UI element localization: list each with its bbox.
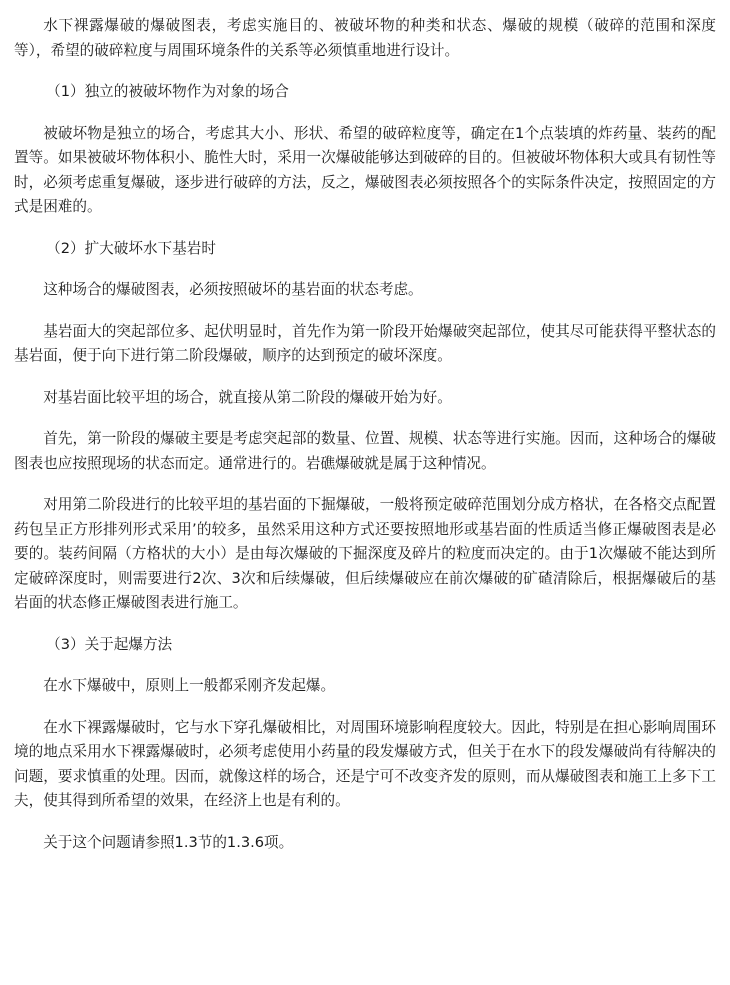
section-heading-2: （2）扩大破坏水下基岩时 xyxy=(46,239,216,257)
paragraph-flat-bedrock: 对基岩面比较平坦的场合，就直接从第二阶段的爆破开始为好。 xyxy=(43,388,452,406)
section-heading-1: （1）独立的被破坏物作为对象的场合 xyxy=(46,83,289,100)
section-heading-3: （3）关于起爆方法 xyxy=(46,635,173,653)
paragraph-bedrock-state: 这种场合的爆破图表，必须按照破坏的基岩面的状态考虑。 xyxy=(43,281,423,298)
paragraph-initiation-principle: 在水下爆破中，原则上一般都采刚齐发起爆。 xyxy=(43,677,336,694)
paragraph-first-stage: 基岩面大的突起部位多、起伏明显时，首先作为第一阶段开始爆破突起部位，使其尽可能获得平整状态的基岩面，便于向下进行第二阶段爆破，顺序的达到预定的破坏深度。 xyxy=(14,322,716,364)
paragraph-first-stage-detail: 首先，第一阶段的爆破主要是考虑突起部的数量、位置、规模、状态等进行实施。因而，这种场合的爆破图表也应按照现场的状态而定。通常进行的。岩礁爆破就是属于这种情况。 xyxy=(14,430,716,472)
paragraph-second-stage: 对用第二阶段进行的比较平坦的基岩面的下掘爆破，一般将预定破碎范围划分成方格状，在各格交点配置药包呈正方形排列形式采用’的较多，虽然采用这种方式还要按照地形或基岩面的性质适当修正爆破图表是必要的。装药间隔（方格状的大小）是由每次爆破的下掘深度及碎片的粒度而决定的。由于1次爆破不能达到所定破碎深度时，则需要进行2次、3次和后续爆破，但后续爆破应在前次爆破的矿碴清除后，根据爆破后的基岩面的状态修正爆破图表进行施工。 xyxy=(14,496,716,611)
paragraph-intro: 水下裸露爆破的爆破图表，考虑实施目的、被破坏物的种类和状态、爆破的规模（破碎的范围和深度等），希望的破碎粒度与周围环境条件的关系等必须慎重地进行设计。 xyxy=(14,17,716,59)
paragraph-reference: 关于这个问题请参照1.3节的1.3.6项。 xyxy=(43,833,294,851)
paragraph-delay-blasting: 在水下裸露爆破时，它与水下穿孔爆破相比，对周围环境影响程度较大。因此，特别是在担心影响周围环境的地点采用水下裸露爆破时，必须考虑使用小药量的段发爆破方式，但关于在水下的段发爆破尚有待解决的问题，要求慎重的处理。因而，就像这样的场合，还是宁可不改变齐发的原则，而从爆破图表和施工上多下工夫，使其得到所希望的效果，在经济上也是有利的。 xyxy=(14,718,716,809)
document-body xyxy=(14,14,716,872)
paragraph-independent-object: 被破坏物是独立的场合，考虑其大小、形状、希望的破碎粒度等，确定在1个点装填的炸药量、装药的配置等。如果被破坏物体积小、脆性大时，采用一次爆破能够达到破碎的目的。但被破坏物体积大或具有韧性等时，必须考虑重复爆破，逐步进行破碎的方法，反之，爆破图表必须按照各个的实际条件决定，按照固定的方式是困难的。 xyxy=(14,124,716,215)
